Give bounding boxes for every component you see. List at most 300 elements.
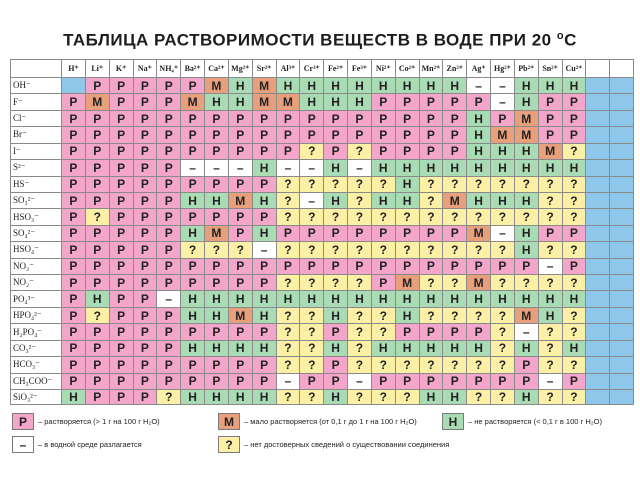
solubility-cell: ? bbox=[300, 242, 323, 257]
solubility-cell: Р bbox=[86, 226, 109, 241]
solubility-cell: Р bbox=[443, 374, 466, 389]
solubility-cell: Р bbox=[110, 111, 133, 126]
solubility-cell: ? bbox=[563, 357, 586, 372]
solubility-cell: – bbox=[253, 242, 276, 257]
solubility-cell: М bbox=[205, 226, 228, 241]
solubility-cell: Н bbox=[443, 291, 466, 306]
solubility-cell: – bbox=[467, 78, 490, 93]
solubility-cell bbox=[610, 78, 633, 93]
solubility-cell: Р bbox=[181, 111, 204, 126]
solubility-cell: ? bbox=[300, 209, 323, 224]
solubility-cell: Н bbox=[420, 78, 443, 93]
solubility-cell: – bbox=[300, 193, 323, 208]
solubility-cell: Н bbox=[205, 390, 228, 404]
cation-header bbox=[586, 60, 609, 77]
solubility-cell: Р bbox=[205, 127, 228, 142]
solubility-cell: Н bbox=[467, 341, 490, 356]
solubility-cell: Н bbox=[515, 291, 538, 306]
solubility-cell bbox=[610, 193, 633, 208]
solubility-cell: ? bbox=[491, 177, 514, 192]
solubility-cell: Н bbox=[205, 341, 228, 356]
solubility-cell: Р bbox=[229, 357, 252, 372]
solubility-cell: М bbox=[277, 94, 300, 109]
anion-header: NO₂⁻ bbox=[11, 275, 61, 290]
solubility-cell: Н bbox=[443, 160, 466, 175]
solubility-cell: Р bbox=[86, 242, 109, 257]
cation-header: Hg²⁺ bbox=[491, 60, 514, 77]
solubility-cell: Р bbox=[62, 291, 85, 306]
solubility-cell: Н bbox=[467, 127, 490, 142]
solubility-cell: Р bbox=[396, 324, 419, 339]
cation-header: Ag⁺ bbox=[467, 60, 490, 77]
solubility-cell: Р bbox=[205, 324, 228, 339]
solubility-cell: Н bbox=[515, 94, 538, 109]
solubility-cell: Р bbox=[181, 209, 204, 224]
solubility-cell: Н bbox=[420, 291, 443, 306]
solubility-cell: Р bbox=[539, 127, 562, 142]
solubility-cell: ? bbox=[563, 209, 586, 224]
solubility-cell: ? bbox=[372, 390, 395, 404]
solubility-cell: ? bbox=[491, 357, 514, 372]
solubility-cell: Р bbox=[205, 177, 228, 192]
solubility-cell: ? bbox=[539, 390, 562, 404]
solubility-cell: Р bbox=[86, 357, 109, 372]
solubility-cell: Р bbox=[86, 144, 109, 159]
solubility-cell: Р bbox=[157, 144, 180, 159]
solubility-cell bbox=[610, 275, 633, 290]
anion-header: F⁻ bbox=[11, 94, 61, 109]
solubility-cell: Р bbox=[110, 94, 133, 109]
solubility-cell bbox=[586, 341, 609, 356]
cation-header: Mn²⁺ bbox=[420, 60, 443, 77]
solubility-cell: Р bbox=[300, 226, 323, 241]
solubility-cell bbox=[610, 209, 633, 224]
solubility-cell: ? bbox=[467, 357, 490, 372]
solubility-cell: Р bbox=[348, 127, 371, 142]
solubility-cell: Р bbox=[396, 374, 419, 389]
solubility-cell: Н bbox=[205, 291, 228, 306]
solubility-cell: Н bbox=[300, 94, 323, 109]
solubility-cell: Р bbox=[443, 144, 466, 159]
solubility-cell: Н bbox=[229, 341, 252, 356]
solubility-cell: ? bbox=[443, 275, 466, 290]
solubility-cell bbox=[610, 177, 633, 192]
solubility-cell: М bbox=[253, 78, 276, 93]
solubility-cell: ? bbox=[300, 357, 323, 372]
solubility-cell: ? bbox=[348, 324, 371, 339]
solubility-cell: Н bbox=[229, 291, 252, 306]
solubility-cell: ? bbox=[420, 357, 443, 372]
solubility-cell: – bbox=[181, 160, 204, 175]
anion-header: HSO₄⁻ bbox=[11, 242, 61, 257]
solubility-cell: ? bbox=[372, 357, 395, 372]
solubility-cell: Н bbox=[324, 291, 347, 306]
solubility-cell: Н bbox=[467, 144, 490, 159]
solubility-cell: Р bbox=[443, 94, 466, 109]
solubility-cell: ? bbox=[348, 193, 371, 208]
anion-header: NO₃⁻ bbox=[11, 259, 61, 274]
solubility-cell: Р bbox=[300, 259, 323, 274]
legend-text: – мало растворяется (от 0,1 г до 1 г на 100 г H₂O) bbox=[244, 417, 417, 426]
solubility-cell: Р bbox=[62, 242, 85, 257]
solubility-cell: ? bbox=[205, 242, 228, 257]
solubility-cell: Р bbox=[134, 275, 157, 290]
solubility-cell: ? bbox=[539, 341, 562, 356]
solubility-cell: Н bbox=[181, 193, 204, 208]
solubility-cell: М bbox=[467, 226, 490, 241]
solubility-cell: Н bbox=[253, 341, 276, 356]
solubility-cell: Р bbox=[300, 111, 323, 126]
solubility-cell: Р bbox=[372, 374, 395, 389]
solubility-cell: ? bbox=[396, 209, 419, 224]
solubility-cell: Р bbox=[443, 111, 466, 126]
solubility-cell: Р bbox=[324, 357, 347, 372]
solubility-cell bbox=[586, 144, 609, 159]
solubility-cell: Н bbox=[229, 78, 252, 93]
solubility-cell: – bbox=[348, 374, 371, 389]
solubility-cell: Н bbox=[396, 177, 419, 192]
legend-swatch: М bbox=[218, 413, 240, 430]
solubility-cell: Р bbox=[229, 209, 252, 224]
solubility-cell: ? bbox=[348, 357, 371, 372]
anion-header: I⁻ bbox=[11, 144, 61, 159]
solubility-cell: Р bbox=[277, 144, 300, 159]
solubility-cell bbox=[586, 259, 609, 274]
page-title bbox=[0, 30, 640, 51]
solubility-cell: Н bbox=[348, 94, 371, 109]
solubility-cell: Н bbox=[491, 160, 514, 175]
solubility-cell: Р bbox=[134, 259, 157, 274]
solubility-cell: Р bbox=[396, 127, 419, 142]
solubility-cell: Р bbox=[372, 144, 395, 159]
solubility-cell: Н bbox=[277, 291, 300, 306]
solubility-cell bbox=[586, 242, 609, 257]
solubility-cell: Р bbox=[134, 390, 157, 404]
solubility-cell: ? bbox=[515, 209, 538, 224]
solubility-cell: М bbox=[491, 127, 514, 142]
solubility-cell: Р bbox=[157, 177, 180, 192]
solubility-cell: Р bbox=[134, 242, 157, 257]
solubility-cell: Р bbox=[372, 275, 395, 290]
solubility-cell: Р bbox=[181, 177, 204, 192]
solubility-cell: Р bbox=[134, 324, 157, 339]
solubility-cell: Н bbox=[205, 308, 228, 323]
solubility-cell: Р bbox=[134, 193, 157, 208]
legend-text: – нет достоверных сведений о существовании соединения bbox=[244, 440, 450, 449]
solubility-cell: Н bbox=[253, 193, 276, 208]
anion-header: SiO₃²⁻ bbox=[11, 390, 61, 404]
solubility-cell: Н bbox=[324, 160, 347, 175]
cation-header: Ni²⁺ bbox=[372, 60, 395, 77]
solubility-cell: ? bbox=[372, 209, 395, 224]
solubility-cell: ? bbox=[563, 193, 586, 208]
solubility-cell: Р bbox=[134, 127, 157, 142]
solubility-cell: ? bbox=[539, 242, 562, 257]
solubility-cell bbox=[610, 226, 633, 241]
solubility-cell bbox=[586, 324, 609, 339]
solubility-cell bbox=[586, 78, 609, 93]
solubility-cell: ? bbox=[539, 324, 562, 339]
solubility-cell: Н bbox=[420, 341, 443, 356]
solubility-cell: Р bbox=[229, 111, 252, 126]
solubility-cell: Р bbox=[62, 209, 85, 224]
solubility-cell: Р bbox=[134, 374, 157, 389]
cation-header: H⁺ bbox=[62, 60, 85, 77]
solubility-cell: ? bbox=[491, 308, 514, 323]
solubility-cell: Р bbox=[563, 111, 586, 126]
solubility-cell: Р bbox=[420, 226, 443, 241]
solubility-cell bbox=[586, 127, 609, 142]
solubility-cell bbox=[586, 275, 609, 290]
anion-header: HCO₃⁻ bbox=[11, 357, 61, 372]
solubility-cell: М bbox=[229, 193, 252, 208]
cation-header: Ba²⁺ bbox=[181, 60, 204, 77]
solubility-cell: ? bbox=[420, 308, 443, 323]
solubility-cell: Р bbox=[86, 341, 109, 356]
solubility-cell: Р bbox=[372, 226, 395, 241]
anion-header: SO₄²⁻ bbox=[11, 226, 61, 241]
solubility-cell: Р bbox=[62, 324, 85, 339]
solubility-cell: Р bbox=[157, 226, 180, 241]
solubility-cell: – bbox=[491, 94, 514, 109]
solubility-cell: Н bbox=[300, 78, 323, 93]
cation-header: Sn²⁺ bbox=[539, 60, 562, 77]
solubility-cell: Р bbox=[110, 374, 133, 389]
solubility-cell: Н bbox=[539, 78, 562, 93]
solubility-cell: Р bbox=[62, 308, 85, 323]
solubility-cell: Р bbox=[539, 226, 562, 241]
legend-swatch: Н bbox=[442, 413, 464, 430]
solubility-cell: ? bbox=[348, 308, 371, 323]
title-unit: С bbox=[564, 30, 577, 50]
cation-header: Al³⁺ bbox=[277, 60, 300, 77]
solubility-cell: ? bbox=[300, 341, 323, 356]
solubility-cell: Н bbox=[348, 78, 371, 93]
solubility-cell: Р bbox=[277, 127, 300, 142]
legend-text: – не растворяется (< 0,1 г в 100 г H₂O) bbox=[468, 417, 603, 426]
anion-header: S²⁻ bbox=[11, 160, 61, 175]
solubility-cell: ? bbox=[443, 209, 466, 224]
cation-header: K⁺ bbox=[110, 60, 133, 77]
solubility-cell: ? bbox=[372, 324, 395, 339]
solubility-cell: Р bbox=[157, 127, 180, 142]
solubility-cell: Р bbox=[277, 259, 300, 274]
solubility-cell: Р bbox=[62, 193, 85, 208]
solubility-cell: ? bbox=[467, 390, 490, 404]
solubility-cell: Р bbox=[157, 357, 180, 372]
solubility-cell: Р bbox=[181, 144, 204, 159]
solubility-cell bbox=[586, 209, 609, 224]
solubility-cell: Р bbox=[348, 111, 371, 126]
solubility-cell: Р bbox=[62, 160, 85, 175]
solubility-cell: ? bbox=[563, 308, 586, 323]
solubility-cell: Н bbox=[443, 78, 466, 93]
solubility-cell: Р bbox=[539, 111, 562, 126]
solubility-cell bbox=[610, 374, 633, 389]
solubility-cell: Р bbox=[157, 341, 180, 356]
solubility-cell: М bbox=[253, 94, 276, 109]
solubility-cell: ? bbox=[563, 177, 586, 192]
solubility-cell: Р bbox=[134, 226, 157, 241]
solubility-cell: ? bbox=[300, 144, 323, 159]
solubility-cell: Р bbox=[420, 94, 443, 109]
anion-header: HPO₄²⁻ bbox=[11, 308, 61, 323]
solubility-cell: Р bbox=[205, 111, 228, 126]
cation-header: Zn²⁺ bbox=[443, 60, 466, 77]
anion-header: HS⁻ bbox=[11, 177, 61, 192]
solubility-cell: Р bbox=[134, 144, 157, 159]
solubility-cell: Р bbox=[205, 357, 228, 372]
solubility-cell: Р bbox=[86, 160, 109, 175]
table-corner bbox=[11, 60, 61, 77]
solubility-cell: Р bbox=[157, 160, 180, 175]
solubility-cell: ? bbox=[539, 357, 562, 372]
solubility-cell: Р bbox=[372, 111, 395, 126]
solubility-cell: ? bbox=[539, 177, 562, 192]
anion-header: CH₃COO⁻ bbox=[11, 374, 61, 389]
solubility-cell: Р bbox=[563, 127, 586, 142]
legend-text: – растворяется (> 1 г на 100 г H₂O) bbox=[38, 417, 160, 426]
solubility-cell: Р bbox=[515, 259, 538, 274]
solubility-cell: ? bbox=[372, 242, 395, 257]
solubility-cell: Р bbox=[205, 275, 228, 290]
solubility-cell: Р bbox=[181, 357, 204, 372]
solubility-cell: Р bbox=[253, 374, 276, 389]
solubility-cell: – bbox=[277, 374, 300, 389]
solubility-cell: Р bbox=[563, 94, 586, 109]
solubility-cell: ? bbox=[539, 209, 562, 224]
solubility-cell bbox=[586, 160, 609, 175]
solubility-cell: Н bbox=[563, 78, 586, 93]
solubility-cell: Н bbox=[181, 308, 204, 323]
solubility-cell: ? bbox=[348, 209, 371, 224]
solubility-cell: Н bbox=[396, 308, 419, 323]
solubility-cell bbox=[610, 242, 633, 257]
solubility-cell: Р bbox=[563, 259, 586, 274]
solubility-cell: Р bbox=[563, 374, 586, 389]
solubility-cell: Н bbox=[563, 341, 586, 356]
title-degree: о bbox=[556, 30, 565, 42]
solubility-cell: Р bbox=[467, 94, 490, 109]
solubility-cell: Р bbox=[443, 127, 466, 142]
solubility-cell: Н bbox=[62, 390, 85, 404]
solubility-cell: М bbox=[205, 78, 228, 93]
solubility-cell: М bbox=[396, 275, 419, 290]
solubility-cell: ? bbox=[157, 390, 180, 404]
legend-item bbox=[218, 413, 417, 430]
solubility-cell: М bbox=[515, 111, 538, 126]
solubility-cell: Р bbox=[396, 226, 419, 241]
solubility-cell: Р bbox=[205, 374, 228, 389]
solubility-cell: ? bbox=[539, 193, 562, 208]
solubility-cell: ? bbox=[491, 390, 514, 404]
cation-header: Ca²⁺ bbox=[205, 60, 228, 77]
solubility-cell: Р bbox=[229, 144, 252, 159]
solubility-cell: Р bbox=[62, 144, 85, 159]
legend-swatch: Р bbox=[12, 413, 34, 430]
solubility-cell: Н bbox=[348, 291, 371, 306]
cation-header: Fe³⁺ bbox=[348, 60, 371, 77]
cation-header: Cr³⁺ bbox=[300, 60, 323, 77]
solubility-cell: Н bbox=[515, 390, 538, 404]
solubility-cell: Р bbox=[491, 259, 514, 274]
solubility-cell: Р bbox=[86, 259, 109, 274]
solubility-cell: Н bbox=[420, 160, 443, 175]
solubility-cell: ? bbox=[491, 275, 514, 290]
solubility-cell: Р bbox=[324, 226, 347, 241]
solubility-cell: Р bbox=[181, 374, 204, 389]
solubility-cell: ? bbox=[491, 341, 514, 356]
solubility-cell: Н bbox=[467, 193, 490, 208]
solubility-cell: ? bbox=[563, 144, 586, 159]
solubility-cell: Р bbox=[110, 209, 133, 224]
solubility-cell: Р bbox=[134, 308, 157, 323]
solubility-cell: Р bbox=[253, 127, 276, 142]
solubility-cell: Р bbox=[86, 127, 109, 142]
solubility-cell: Р bbox=[62, 94, 85, 109]
solubility-cell: М bbox=[515, 127, 538, 142]
solubility-cell: ? bbox=[348, 144, 371, 159]
solubility-cell: Р bbox=[372, 259, 395, 274]
solubility-cell: Н bbox=[563, 291, 586, 306]
solubility-cell: ? bbox=[396, 390, 419, 404]
solubility-cell: Р bbox=[253, 209, 276, 224]
solubility-cell: Р bbox=[420, 111, 443, 126]
solubility-cell: Р bbox=[229, 324, 252, 339]
solubility-cell: Р bbox=[110, 357, 133, 372]
solubility-cell: Р bbox=[229, 374, 252, 389]
solubility-cell bbox=[610, 291, 633, 306]
solubility-cell: ? bbox=[563, 275, 586, 290]
solubility-cell bbox=[610, 111, 633, 126]
anion-header: PO₄³⁻ bbox=[11, 291, 61, 306]
solubility-cell: Н bbox=[515, 160, 538, 175]
solubility-cell: Р bbox=[396, 94, 419, 109]
solubility-cell bbox=[610, 127, 633, 142]
solubility-cell: Р bbox=[396, 259, 419, 274]
solubility-cell: Н bbox=[539, 160, 562, 175]
solubility-cell: Р bbox=[467, 324, 490, 339]
solubility-cell: Р bbox=[134, 94, 157, 109]
solubility-cell: Р bbox=[181, 78, 204, 93]
solubility-cell: ? bbox=[324, 177, 347, 192]
solubility-cell: Н bbox=[515, 226, 538, 241]
solubility-cell: Р bbox=[110, 242, 133, 257]
solubility-cell: Р bbox=[62, 127, 85, 142]
solubility-cell: Р bbox=[134, 357, 157, 372]
solubility-cell: Н bbox=[205, 193, 228, 208]
solubility-cell: ? bbox=[86, 308, 109, 323]
solubility-cell: Р bbox=[515, 357, 538, 372]
solubility-cell: Н bbox=[396, 291, 419, 306]
solubility-cell: ? bbox=[563, 324, 586, 339]
solubility-cell: Р bbox=[253, 357, 276, 372]
solubility-cell: ? bbox=[277, 193, 300, 208]
solubility-cell bbox=[586, 193, 609, 208]
solubility-cell: Р bbox=[229, 127, 252, 142]
solubility-cell: Р bbox=[324, 324, 347, 339]
solubility-cell: ? bbox=[277, 177, 300, 192]
solubility-cell: Р bbox=[300, 127, 323, 142]
legend-text: – в водной среде разлагается bbox=[38, 440, 142, 449]
solubility-cell: Р bbox=[134, 209, 157, 224]
solubility-cell: Р bbox=[253, 144, 276, 159]
solubility-cell: Н bbox=[181, 390, 204, 404]
solubility-cell: Р bbox=[86, 177, 109, 192]
solubility-cell: Н bbox=[420, 390, 443, 404]
solubility-cell bbox=[610, 324, 633, 339]
solubility-cell: – bbox=[491, 226, 514, 241]
